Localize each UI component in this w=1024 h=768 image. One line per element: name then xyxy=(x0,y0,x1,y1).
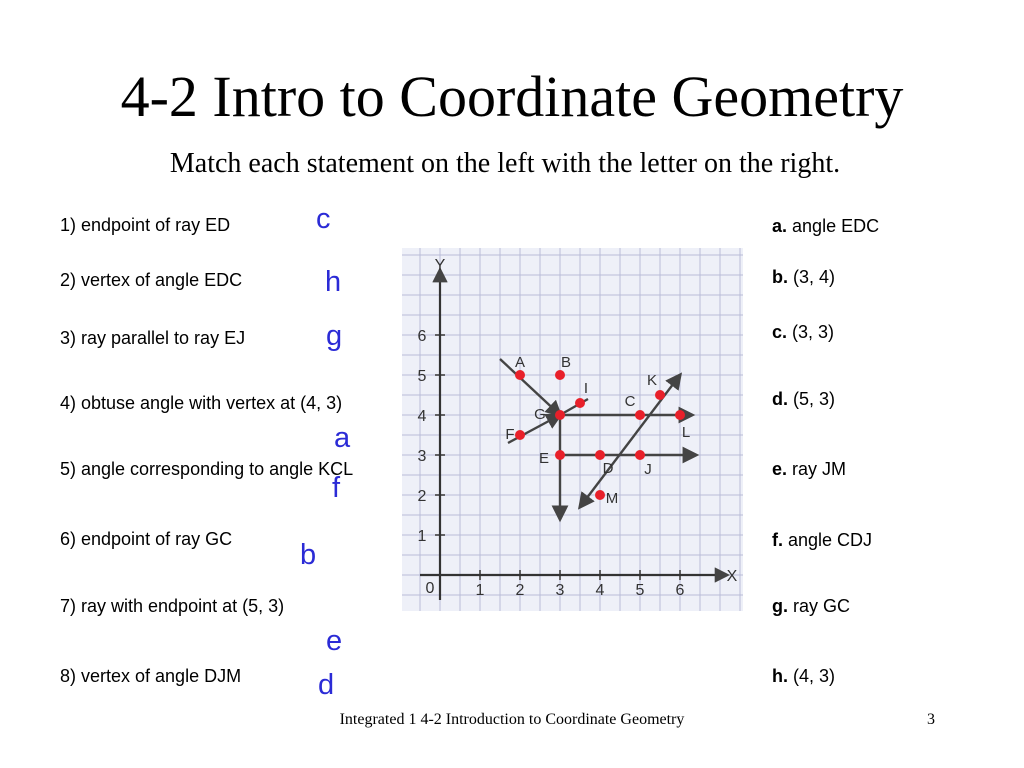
point-label-d: D xyxy=(602,460,614,477)
point-l xyxy=(675,410,685,420)
point-label-b: B xyxy=(560,354,572,371)
slide-subtitle: Match each statement on the left with the letter on the right. xyxy=(169,148,841,179)
point-label-e: E xyxy=(538,450,550,467)
answer-4: a xyxy=(334,422,351,454)
answer-5: f xyxy=(332,472,341,504)
statement-8: 8) vertex of angle DJM xyxy=(60,666,242,686)
option-letter: a. xyxy=(772,216,788,236)
y-axis-label: Y xyxy=(434,257,446,274)
statement-5: 5) angle corresponding to angle KCL xyxy=(60,459,354,479)
page-number: 3 xyxy=(927,711,935,728)
point-g xyxy=(555,410,565,420)
point-label-g: G xyxy=(534,406,546,423)
answer-2: h xyxy=(325,266,342,298)
y-tick-label: 5 xyxy=(417,368,427,385)
point-i xyxy=(575,398,585,408)
option-text: angle CDJ xyxy=(788,530,873,550)
answer-6: b xyxy=(300,539,317,571)
point-label-i: I xyxy=(583,380,589,397)
option-letter: c. xyxy=(772,322,788,342)
x-tick-label: 5 xyxy=(635,582,645,599)
option-text: (3, 4) xyxy=(793,267,836,287)
point-label-m: M xyxy=(605,490,619,507)
point-f xyxy=(515,430,525,440)
statement-4: 4) obtuse angle with vertex at (4, 3) xyxy=(60,393,343,413)
point-b xyxy=(555,370,565,380)
point-m xyxy=(595,490,605,500)
option-text: (3, 3) xyxy=(792,322,835,342)
option-text: (5, 3) xyxy=(793,389,836,409)
option-letter: g. xyxy=(772,596,788,616)
point-k xyxy=(655,390,665,400)
point-e xyxy=(555,450,565,460)
x-axis-label: X xyxy=(726,568,738,585)
option-letter: b. xyxy=(772,267,788,287)
point-c xyxy=(635,410,645,420)
slide-title: 4-2 Intro to Coordinate Geometry xyxy=(120,64,904,129)
option-text: ray JM xyxy=(792,459,847,479)
answer-3: g xyxy=(326,320,343,352)
option-e xyxy=(772,458,846,480)
x-tick-label: 2 xyxy=(515,582,525,599)
point-label-j: J xyxy=(644,461,652,478)
statement-2: 2) vertex of angle EDC xyxy=(60,270,243,290)
point-label-c: C xyxy=(624,393,636,410)
origin-label: 0 xyxy=(425,580,435,597)
option-letter: d. xyxy=(772,389,788,409)
x-tick-label: 3 xyxy=(555,582,565,599)
statement-6: 6) endpoint of ray GC xyxy=(60,529,233,549)
option-text: ray GC xyxy=(793,596,851,616)
y-tick-label: 3 xyxy=(417,448,427,465)
statement-7: 7) ray with endpoint at (5, 3) xyxy=(60,596,285,616)
option-b xyxy=(772,266,835,288)
statement-3: 3) ray parallel to ray EJ xyxy=(60,328,246,348)
y-tick-label: 4 xyxy=(417,408,427,425)
answer-7: e xyxy=(326,625,343,657)
option-d xyxy=(772,388,835,410)
option-a xyxy=(772,215,879,237)
option-text: angle EDC xyxy=(792,216,880,236)
point-label-f: F xyxy=(505,426,515,443)
option-g xyxy=(772,595,850,617)
x-tick-label: 4 xyxy=(595,582,605,599)
statement-1: 1) endpoint of ray ED xyxy=(60,215,231,235)
option-f xyxy=(772,529,872,551)
option-h xyxy=(772,665,835,687)
point-d xyxy=(595,450,605,460)
point-label-k: K xyxy=(646,372,658,389)
footer-text: Integrated 1 4-2 Introduction to Coordinate Geometry xyxy=(339,711,685,728)
point-j xyxy=(635,450,645,460)
x-tick-label: 1 xyxy=(475,582,485,599)
y-tick-label: 1 xyxy=(417,528,427,545)
point-label-a: A xyxy=(514,354,526,371)
option-text: (4, 3) xyxy=(793,666,836,686)
point-a xyxy=(515,370,525,380)
answer-1: c xyxy=(316,203,331,235)
option-letter: f. xyxy=(772,530,783,550)
x-tick-label: 6 xyxy=(675,582,685,599)
y-tick-label: 2 xyxy=(417,488,427,505)
graph-background xyxy=(402,248,743,611)
option-c xyxy=(772,321,834,343)
coordinate-graph xyxy=(402,248,743,611)
option-letter: h. xyxy=(772,666,788,686)
y-tick-label: 6 xyxy=(417,328,427,345)
option-letter: e. xyxy=(772,459,788,479)
answer-8: d xyxy=(318,669,335,701)
point-label-l: L xyxy=(681,424,691,441)
